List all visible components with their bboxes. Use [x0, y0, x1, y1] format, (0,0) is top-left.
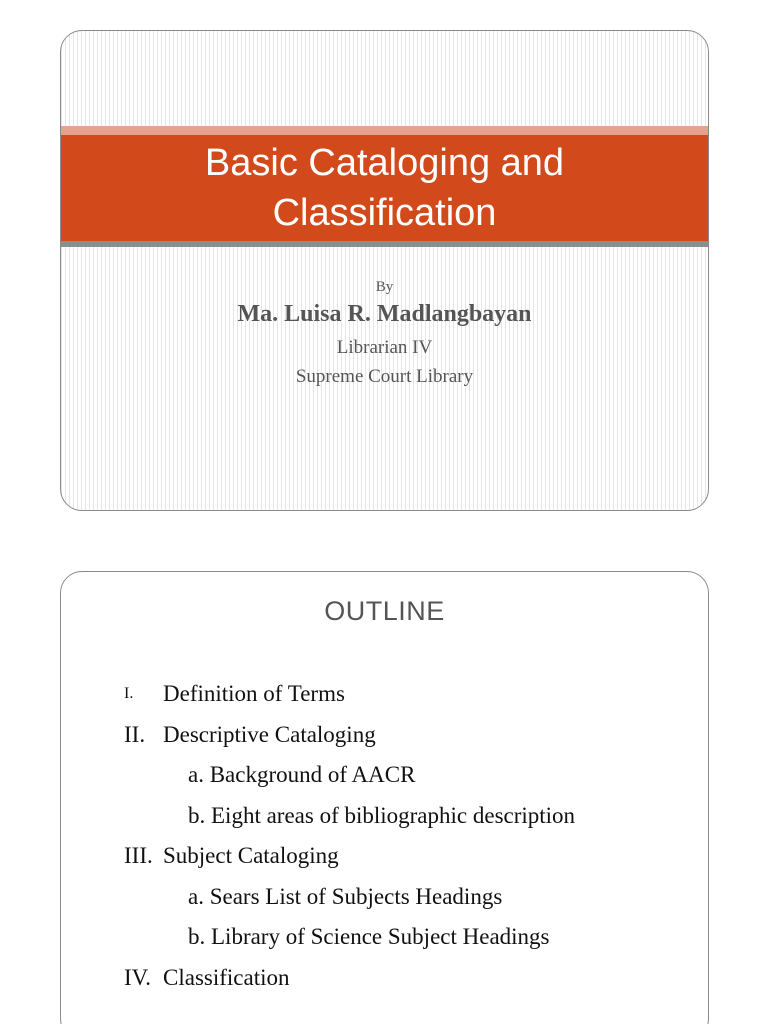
outline-subitem [61, 877, 708, 918]
outline-item [61, 836, 708, 877]
author-role: Librarian IV [336, 337, 433, 358]
outline-subitem-text: a. Sears List of Subjects Headings [188, 883, 503, 909]
by-label: By [375, 279, 394, 295]
accent-band-bottom [61, 241, 708, 247]
outline-subitem [61, 755, 708, 796]
accent-band-top [61, 126, 708, 135]
outline-title: OUTLINE [324, 596, 445, 626]
author-organization: Supreme Court Library [295, 366, 474, 387]
outline-item-number: III. [124, 843, 153, 868]
outline-item-number: IV. [124, 964, 152, 990]
outline-subitem-text: b. Library of Science Subject Headings [188, 924, 550, 949]
outline-item-text: Definition of Terms [163, 681, 345, 706]
outline-item [61, 958, 708, 999]
outline-subitem [61, 917, 708, 958]
slide-title [61, 138, 708, 238]
title-slide [60, 30, 709, 511]
slide-title-line-2: Classification [272, 192, 497, 234]
outline-subitem-text: b. Eight areas of bibliographic description [188, 802, 576, 828]
outline-list [61, 674, 708, 998]
author-name: Ma. Luisa R. Madlangbayan [237, 301, 532, 327]
slide-title-line-1: Basic Cataloging and [204, 142, 565, 184]
outline-item-text: Subject Cataloging [163, 843, 339, 868]
outline-subitem [61, 796, 708, 837]
outline-slide [60, 571, 709, 1024]
outline-item-number: I. [124, 685, 134, 702]
outline-item-text: Descriptive Cataloging [163, 721, 376, 747]
outline-item-number: II. [124, 721, 146, 747]
outline-item [61, 715, 708, 756]
outline-item-text: Classification [163, 964, 290, 990]
outline-item [61, 674, 708, 715]
outline-subitem-text: a. Background of AACR [188, 762, 416, 787]
